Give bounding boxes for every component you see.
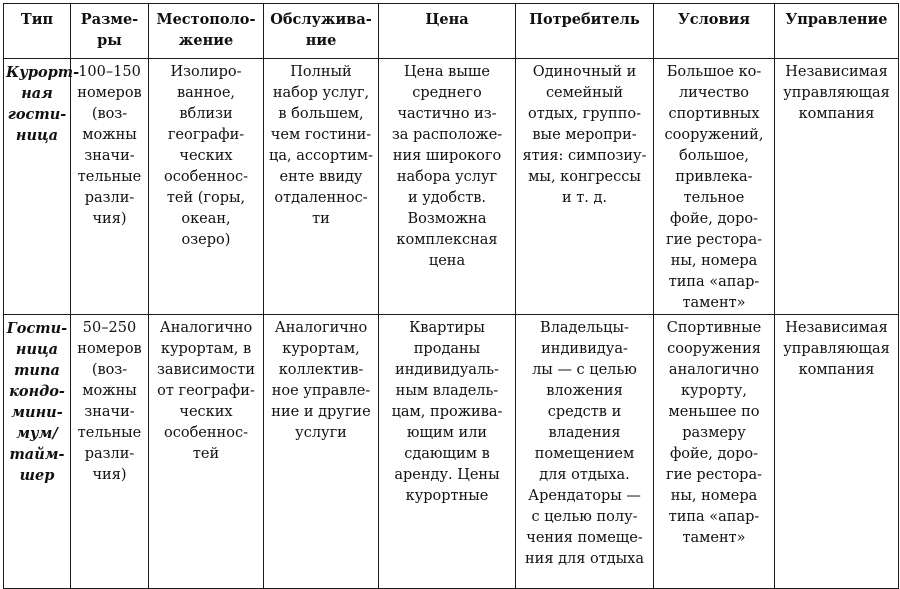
cell-size: 100–150 номеров (воз- можны значи- тельные разли- чия)	[71, 59, 149, 315]
header-conditions: Условия	[654, 4, 775, 59]
table-row	[4, 59, 899, 315]
cell-management: Независимая управляющая компания	[775, 59, 899, 315]
cell-size: 50–250 номеров (воз- можны значи- тельные разли- чия)	[71, 315, 149, 589]
header-type: Тип	[4, 4, 71, 59]
cell-price: Цена выше среднего частично из- за расположе- ния широкого набора услуг и удобств. Возможна комплексная цена	[379, 59, 516, 315]
cell-type: Гости- ница типа кондо- мини- мум/ тайм- шер	[4, 315, 71, 589]
cell-management: Независимая управляющая компания	[775, 315, 899, 589]
cell-conditions: Большое ко- личество спортивных сооружений, большое, привлека- тельное фойе, доро- гие рестора- ны, номера типа «апар- тамент»	[654, 59, 775, 315]
cell-type: Курорт- ная гости- ница	[4, 59, 71, 315]
cell-price: Квартиры проданы индивидуаль- ным владель- цам, прожива- ющим или сдающим в аренду. Цены курортные	[379, 315, 516, 589]
header-management: Управление	[775, 4, 899, 59]
cell-location: Аналогично курортам, в зависимости от географи- ческих особеннос- тей	[149, 315, 264, 589]
cell-consumer: Одиночный и семейный отдых, группо- вые меропри- ятия: симпозиу- мы, конгрессы и т. д.	[516, 59, 654, 315]
header-consumer: Потребитель	[516, 4, 654, 59]
cell-consumer: Владельцы- индивидуа- лы — с целью вложения средств и владения помещением для отдыха. Арендаторы — с целью полу- чения помеще- ния для отдыха	[516, 315, 654, 589]
cell-service: Аналогично курортам, коллектив- ное управле- ние и другие услуги	[264, 315, 379, 589]
cell-conditions: Спортивные сооружения аналогично курорту, меньшее по размеру фойе, доро- гие рестора- ны, номера типа «апар- тамент»	[654, 315, 775, 589]
header-service: Обслужива- ние	[264, 4, 379, 59]
header-location: Местополо- жение	[149, 4, 264, 59]
header-size: Разме- ры	[71, 4, 149, 59]
cell-location: Изолиро- ванное, вблизи географи- ческих особеннос- тей (горы, океан, озеро)	[149, 59, 264, 315]
table-row	[4, 315, 899, 589]
hotel-types-table	[3, 3, 899, 589]
cell-service: Полный набор услуг, в большем, чем гостини- ца, ассортим- енте ввиду отдаленнос- ти	[264, 59, 379, 315]
header-price: Цена	[379, 4, 516, 59]
header-row	[4, 4, 899, 59]
